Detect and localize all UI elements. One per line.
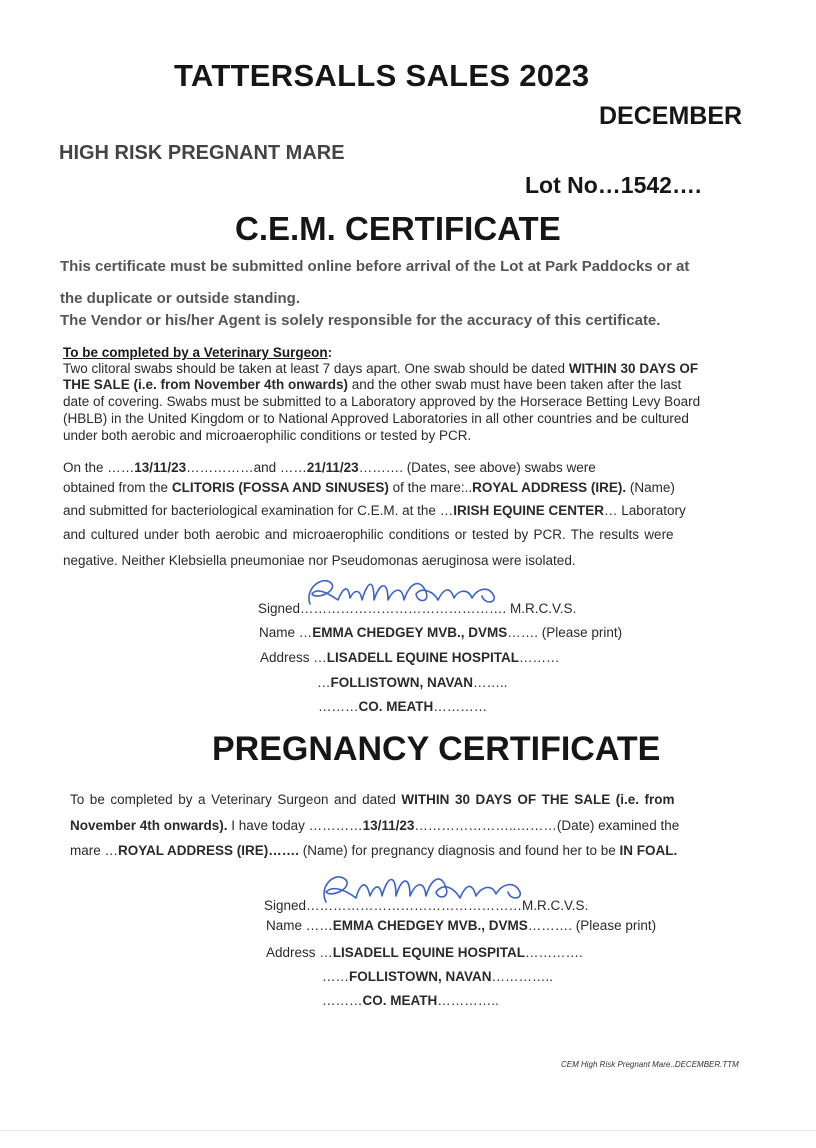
text: (Name) — [626, 480, 675, 495]
cem-signature-image — [298, 570, 518, 622]
preg-line-1 — [70, 792, 675, 807]
mare-name: ROYAL ADDRESS (IRE). — [472, 480, 627, 495]
tail: ……… — [519, 650, 560, 665]
text: … Laboratory — [603, 503, 686, 518]
tail: ………… — [433, 699, 488, 714]
para-bold: WITHIN 30 DAYS OF — [568, 361, 699, 376]
preg-vet-name-line — [266, 918, 656, 933]
pregnancy-result: IN FOAL. — [619, 843, 678, 858]
vet-heading-colon: : — [327, 345, 333, 360]
swab-dates-line — [63, 460, 596, 475]
swab-site: CLITORIS (FOSSA AND SINUSES) — [171, 480, 389, 495]
cem-para-line-2 — [63, 377, 681, 392]
laboratory-line — [63, 503, 686, 518]
head: ……… — [322, 993, 363, 1008]
text: obtained from the — [63, 480, 172, 495]
culture-line: and cultured under both aerobic and microaerophilic conditions or tested by PCR. The results were — [63, 527, 674, 542]
cem-address-line-2 — [317, 675, 508, 690]
vet-name: EMMA CHEDGEY MVB., DVMS — [332, 918, 528, 933]
tail: …….. — [473, 675, 508, 690]
bold-text: November 4th onwards). — [70, 818, 228, 833]
swab-date-2: 21/11/23 — [306, 460, 359, 475]
name-label: Name …… — [266, 918, 333, 933]
address-label: Address … — [260, 650, 327, 665]
exam-date: 13/11/23 — [362, 818, 415, 833]
result-line: negative. Neither Klebsiella pneumoniae nor Pseudomonas aeruginosa were isolated. — [63, 553, 576, 568]
intro-line-1: This certificate must be submitted online before arrival of the Lot at Park Paddocks or at — [60, 258, 690, 275]
sale-month: DECEMBER — [599, 102, 743, 130]
lot-number: Lot No…1542…. — [525, 172, 702, 198]
head: …… — [322, 969, 349, 984]
bold-text: WITHIN 30 DAYS OF THE SALE (i.e. from — [401, 792, 675, 807]
text: and submitted for bacteriological examination for C.E.M. at the … — [63, 503, 454, 518]
tail: ………….. — [491, 969, 554, 984]
preg-address-line-3 — [322, 993, 499, 1008]
document-title: TATTERSALLS SALES 2023 — [174, 58, 590, 93]
cem-para-line-5: under both aerobic and microaerophilic conditions or tested by PCR. — [63, 428, 472, 443]
intro-line-2: the duplicate or outside standing. — [60, 290, 301, 307]
para-text: and the other swab must have been taken after the last — [348, 377, 682, 392]
vet-heading — [63, 345, 332, 360]
signed-label: Signed — [264, 898, 307, 913]
address-2: FOLLISTOWN, NAVAN — [349, 969, 492, 984]
text: (Name) for pregnancy diagnosis and found her to be — [299, 843, 620, 858]
text: To be completed by a Veterinary Surgeon and dated — [70, 792, 402, 807]
para-text: Two clitoral swabs should be taken at least 7 days apart. One swab should be dated — [63, 361, 569, 376]
laboratory-name: IRISH EQUINE CENTER — [453, 503, 604, 518]
address-1: LISADELL EQUINE HOSPITAL — [332, 945, 526, 960]
pregnancy-certificate-title: PREGNANCY CERTIFICATE — [212, 730, 661, 768]
address-3: CO. MEATH — [362, 993, 438, 1008]
text: mare … — [70, 843, 119, 858]
cem-para-line-1 — [63, 361, 698, 376]
mare-category: HIGH RISK PREGNANT MARE — [59, 142, 345, 164]
cem-para-line-3: date of covering. Swabs must be submitted to a Laboratory approved by the Horserace Betting Levy Board — [63, 394, 701, 409]
address-2: FOLLISTOWN, NAVAN — [330, 675, 473, 690]
name-tail: ……. (Please print) — [507, 625, 623, 640]
vet-name: EMMA CHEDGEY MVB., DVMS — [312, 625, 508, 640]
preg-line-2 — [70, 818, 679, 833]
scan-edge-line — [0, 1130, 816, 1131]
preg-line-3 — [70, 843, 677, 858]
address-label: Address … — [266, 945, 333, 960]
preg-signature-image — [312, 866, 542, 918]
head: … — [317, 675, 331, 690]
cem-address-line-3 — [318, 699, 487, 714]
signed-dots: …………………………………………M.R.C.V.S. — [306, 898, 589, 913]
swab-site-line — [63, 480, 675, 495]
cem-para-line-4: (HBLB) in the United Kingdom or to National Approved Laboratories in all other countries and be cultured — [63, 411, 689, 426]
para-bold: THE SALE (i.e. from November 4th onwards) — [63, 377, 349, 392]
text: …………………..………(Date) examined the — [414, 818, 680, 833]
cem-address-line-1 — [260, 650, 560, 665]
preg-address-line-1 — [266, 945, 583, 960]
cem-vet-name-line — [259, 625, 622, 640]
text: I have today ………… — [227, 818, 363, 833]
text: of the mare:.. — [388, 480, 473, 495]
tail: …………. — [525, 945, 583, 960]
swab-date-1: 13/11/23 — [134, 460, 187, 475]
preg-address-line-2 — [322, 969, 553, 984]
intro-line-3: The Vendor or his/her Agent is solely responsible for the accuracy of this certificate. — [60, 312, 661, 329]
vet-heading-text: To be completed by a Veterinary Surgeon — [63, 345, 328, 360]
name-tail: ………. (Please print) — [527, 918, 657, 933]
text: On the …… — [63, 460, 135, 475]
signed-dots: ………………………………………. M.R.C.V.S. — [300, 601, 577, 616]
address-3: CO. MEATH — [358, 699, 434, 714]
head: ……… — [318, 699, 359, 714]
text: ……………and …… — [186, 460, 307, 475]
document-footer: CEM High Risk Pregnant Mare..DECEMBER.TTM — [561, 1060, 739, 1069]
cem-certificate-title: C.E.M. CERTIFICATE — [235, 210, 561, 247]
address-1: LISADELL EQUINE HOSPITAL — [326, 650, 520, 665]
tail: ………….. — [437, 993, 499, 1008]
text: ………. (Dates, see above) swabs were — [358, 460, 596, 475]
name-label: Name … — [259, 625, 313, 640]
mare-name: ROYAL ADDRESS (IRE)……. — [118, 843, 300, 858]
signed-label: Signed — [258, 601, 301, 616]
